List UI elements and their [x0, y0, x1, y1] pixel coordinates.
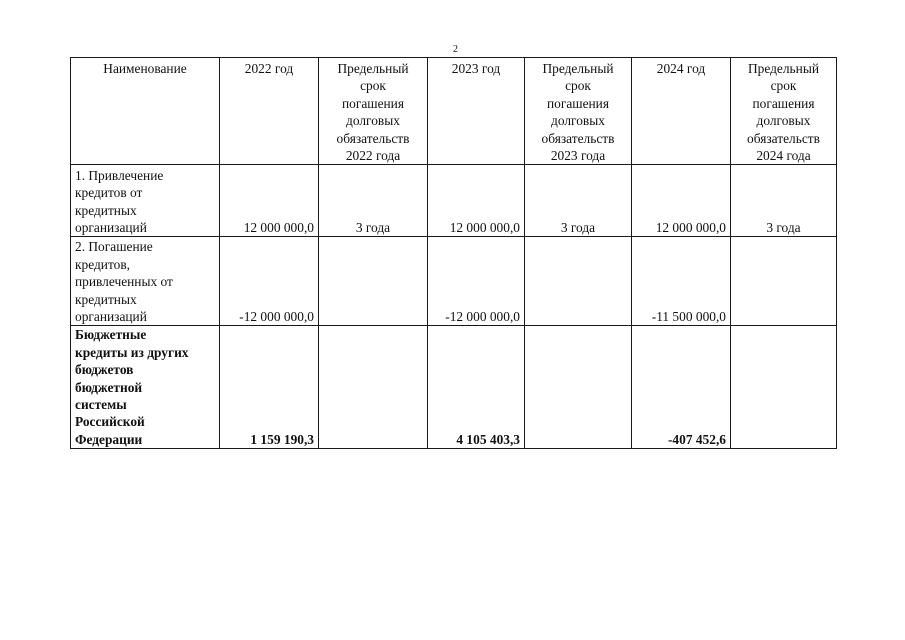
term-2022-cell	[319, 237, 428, 326]
header-name	[71, 58, 220, 165]
row-name-line: Российской	[75, 414, 145, 430]
value-2024-cell: -11 500 000,0	[632, 237, 731, 326]
row-name-cell	[71, 326, 220, 449]
term-2023-cell: 3 года	[525, 165, 632, 237]
header-name-text: Наименование	[103, 61, 187, 76]
header-term-2024-line: срок	[770, 78, 797, 94]
term-2024-cell	[731, 237, 837, 326]
budget-table	[70, 57, 837, 449]
header-term-2022-line: обязательств	[336, 130, 410, 146]
row-name-line: организаций	[75, 220, 147, 236]
row-name-line: организаций	[75, 309, 147, 325]
table-row	[71, 165, 837, 237]
header-term-2024-line: обязательств	[747, 130, 820, 146]
term-2024-cell	[731, 326, 837, 449]
term-2024-cell: 3 года	[731, 165, 837, 237]
header-term-2022	[319, 58, 428, 165]
term-2023-cell	[525, 326, 632, 449]
header-term-2024	[731, 58, 837, 165]
table-row	[71, 237, 837, 326]
row-name-line: кредитов,	[75, 256, 130, 272]
header-2023	[428, 58, 525, 165]
header-term-2024-line: Предельный	[747, 61, 819, 76]
header-2024	[632, 58, 731, 165]
value-2022-cell: 12 000 000,0	[220, 165, 319, 237]
header-term-2023-line: Предельный	[542, 61, 614, 76]
header-2022-text: 2022 год	[244, 61, 294, 76]
header-term-2022-line: срок	[360, 78, 386, 94]
value-2022-cell: 1 159 190,3	[220, 326, 319, 449]
value-2023-cell: -12 000 000,0	[428, 237, 525, 326]
row-name-line: кредиты из других	[75, 344, 189, 360]
header-term-2024-line: погашения	[752, 95, 815, 111]
header-term-2022-line: Предельный	[337, 61, 409, 76]
row-name-line: бюджетов	[75, 362, 134, 378]
term-2022-cell	[319, 326, 428, 449]
table-row	[71, 326, 837, 449]
row-name-line: системы	[75, 397, 127, 413]
header-term-2023-line: обязательств	[541, 130, 615, 146]
row-name-line: Федерации	[75, 431, 143, 447]
header-term-2022-line: долговых	[346, 113, 400, 129]
header-2024-text: 2024 год	[656, 61, 706, 76]
row-name-line: 1. Привлечение	[75, 167, 164, 183]
header-2023-text: 2023 год	[451, 61, 501, 76]
value-2023-cell: 4 105 403,3	[428, 326, 525, 449]
row-name-line: кредитов от	[75, 185, 143, 201]
term-2023-cell	[525, 237, 632, 326]
row-name-line: бюджетной	[75, 379, 143, 395]
header-2022	[220, 58, 319, 165]
term-2022-cell: 3 года	[319, 165, 428, 237]
row-name-cell	[71, 237, 220, 326]
value-2022-cell: -12 000 000,0	[220, 237, 319, 326]
value-2023-cell: 12 000 000,0	[428, 165, 525, 237]
row-name-line: Бюджетные	[75, 327, 147, 343]
header-term-2022-line: погашения	[341, 95, 405, 111]
header-term-2024-line: 2024 года	[756, 148, 811, 164]
header-term-2024-line: долговых	[756, 113, 811, 129]
header-term-2023-line: долговых	[551, 113, 605, 129]
value-2024-cell: 12 000 000,0	[632, 165, 731, 237]
row-name-line: кредитных	[75, 291, 137, 307]
row-name-cell	[71, 165, 220, 237]
value-2024-cell: -407 452,6	[632, 326, 731, 449]
row-name-line: кредитных	[75, 202, 137, 218]
table-header-row	[71, 58, 837, 165]
header-term-2023-line: 2023 года	[550, 148, 606, 164]
row-name-line: привлеченных от	[75, 274, 173, 290]
header-term-2022-line: 2022 года	[345, 148, 401, 164]
header-term-2023-line: срок	[565, 78, 591, 94]
row-name-line: 2. Погашение	[75, 239, 153, 255]
header-term-2023-line: погашения	[546, 95, 610, 111]
page-number: 2	[453, 44, 458, 55]
header-term-2023	[525, 58, 632, 165]
